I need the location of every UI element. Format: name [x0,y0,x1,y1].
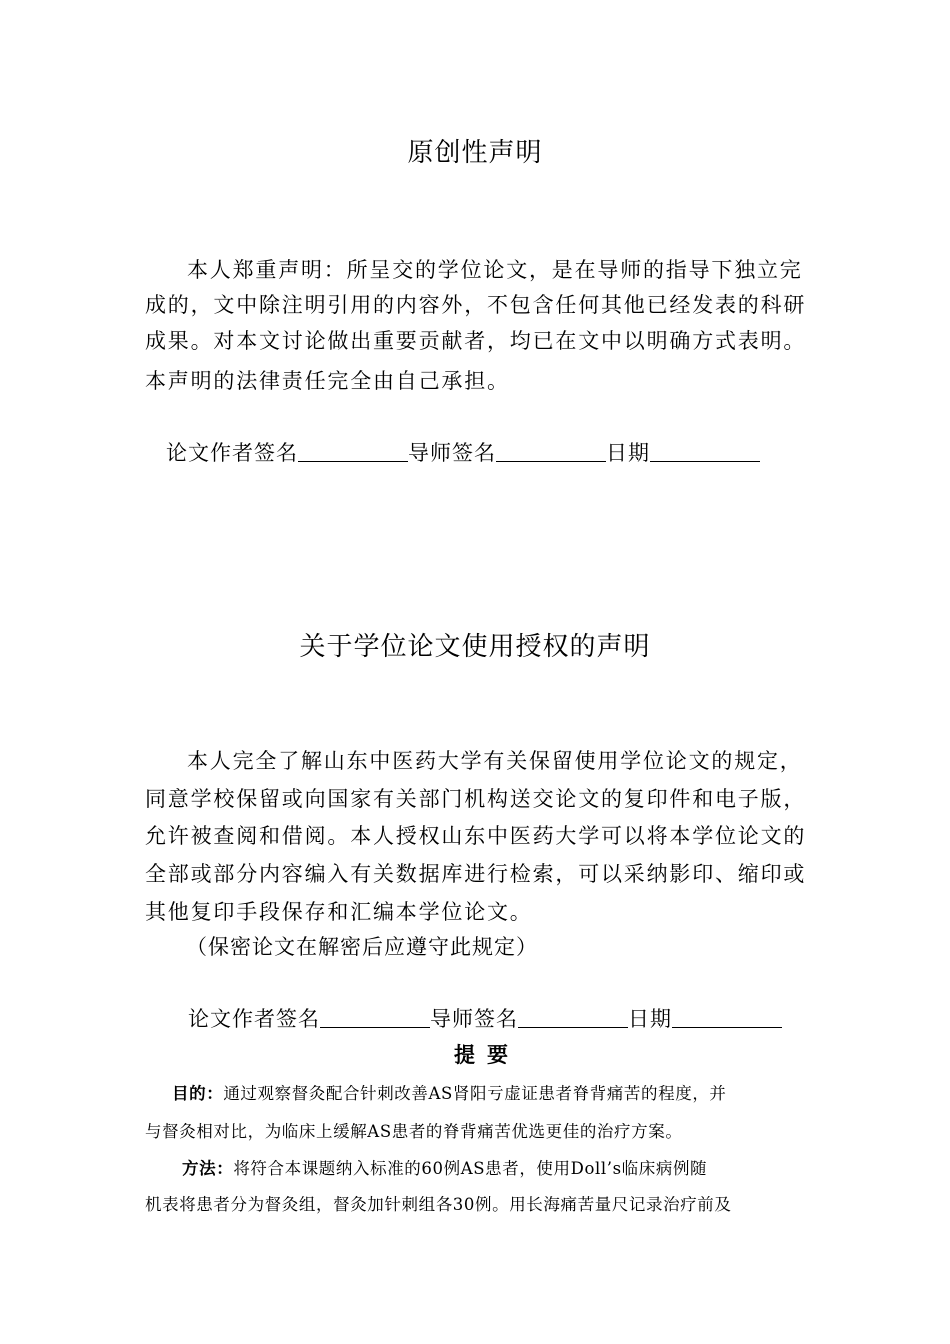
supervisor-signature-blank [518,1009,628,1028]
purpose-text-1: 通过观察督灸配合针刺改善AS肾阳亏虚证患者脊背痛苦的程度，并 [223,1084,727,1103]
originality-title: 原创性声明 [407,138,543,168]
date-blank [672,1009,782,1028]
originality-line-4: 本声明的法律责任完全由自己承担。 [145,369,510,393]
supervisor-signature-label: 导师签名 [430,1007,518,1031]
supervisor-signature-blank [496,443,606,462]
author-signature-label: 论文作者签名 [188,1007,320,1031]
abstract-purpose-line-1 [172,1080,727,1104]
date-label: 日期 [606,441,650,465]
abstract-title: 提要 [454,1043,520,1067]
method-text-1: 将符合本课题纳入标准的60例AS患者，使用Doll’s临床病例随 [233,1159,708,1178]
authorization-note: （保密论文在解密后应遵守此规定） [186,935,538,959]
authorization-signature-row [188,1003,782,1033]
date-label: 日期 [628,1007,672,1031]
authorization-line-3: 允许被查阅和借阅。本人授权山东中医药大学可以将本学位论文的 [145,824,807,848]
abstract-purpose-line-2: 与督灸相对比，为临床上缓解AS患者的脊背痛苦优选更佳的治疗方案。 [145,1122,683,1141]
originality-signature-row [166,437,760,467]
authorization-line-2: 同意学校保留或向国家有关部门机构送交论文的复印件和电子版， [145,787,807,811]
date-blank [650,443,760,462]
abstract-method-line-1 [182,1155,707,1179]
supervisor-signature-label: 导师签名 [408,441,496,465]
purpose-label: 目的： [172,1084,224,1103]
originality-line-3: 成果。对本文讨论做出重要贡献者，均已在文中以明确方式表明。 [145,329,807,353]
method-label: 方法： [182,1159,234,1178]
authorization-title: 关于学位论文使用授权的声明 [299,632,651,662]
author-signature-blank [320,1009,430,1028]
author-signature-blank [298,443,408,462]
originality-line-1: 本人郑重声明：所呈交的学位论文，是在导师的指导下独立完 [187,258,803,282]
author-signature-label: 论文作者签名 [166,441,298,465]
originality-line-2: 成的，文中除注明引用的内容外，不包含任何其他已经发表的科研 [145,293,807,317]
authorization-line-4: 全部或部分内容编入有关数据库进行检索，可以采纳影印、缩印或 [145,862,807,886]
authorization-line-5: 其他复印手段保存和汇编本学位论文。 [145,900,533,924]
abstract-method-line-2: 机表将患者分为督灸组，督灸加针刺组各30例。用长海痛苦量尺记录治疗前及 [145,1195,732,1214]
authorization-line-1: 本人完全了解山东中医药大学有关保留使用学位论文的规定， [187,749,803,773]
